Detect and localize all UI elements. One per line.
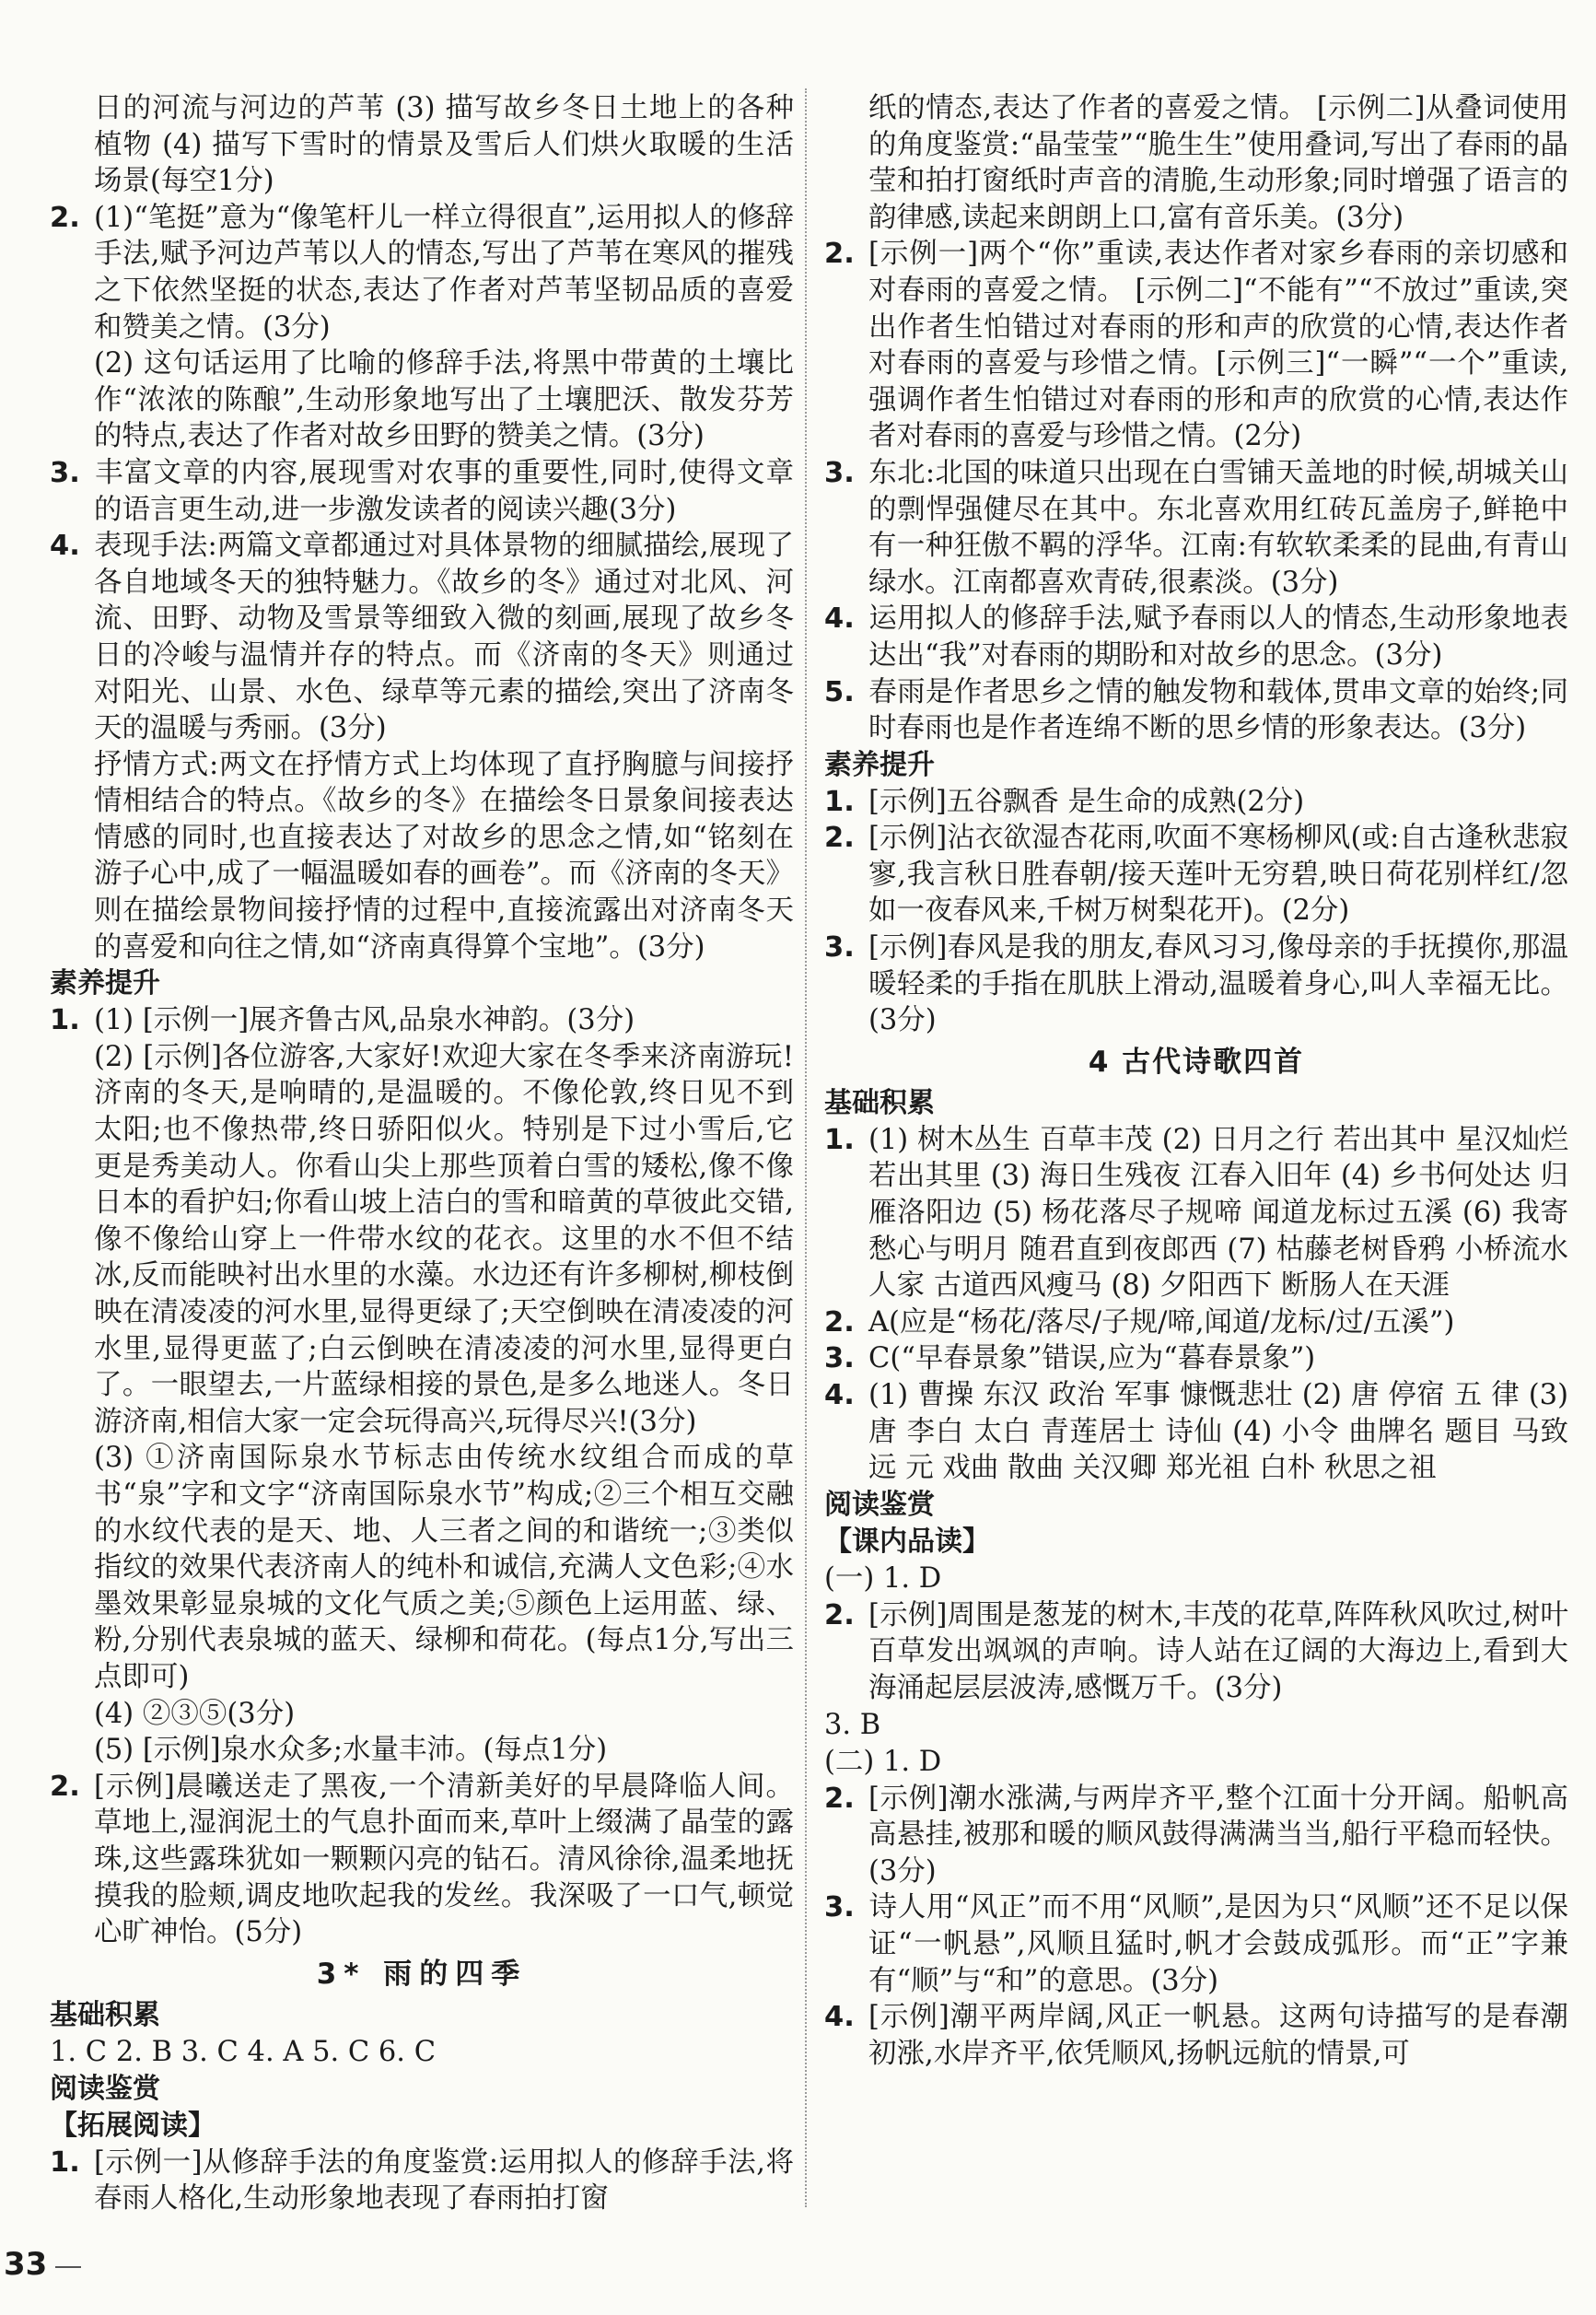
answer-item bbox=[50, 1769, 794, 1951]
answer-text: 诗人用“风正”而不用“风顺”,是因为只“风顺”还不足以保证“一帆悬”,风顺且猛时,帆才会鼓成弧形。而“正”字兼有“顺”与“和”的意思。(3分) bbox=[868, 1891, 1568, 1997]
section-heading: 阅读鉴赏 bbox=[50, 2072, 160, 2105]
section-heading: 阅读鉴赏 bbox=[824, 1488, 935, 1521]
answer-item bbox=[824, 1122, 1568, 1304]
item-number: 3. bbox=[824, 931, 855, 965]
item-number: 4. bbox=[824, 1379, 855, 1411]
answer-text: (3) ①济南国际泉水节标志由传统水纹组合而成的草书“泉”字和文字“济南国际泉水节”构成;②三个相互交融的水纹代表的是天、地、人三者之间的和谐统一;③类似指纹的效果代表济南人的纯朴和诚信,充满人文色彩;④水墨效果彰显泉城的文化气质之美;⑤颜色上运用蓝、绿、粉,分别代表泉城的蓝天、绿柳和荷花。(每点1分,写出三点即可) bbox=[94, 1442, 794, 1693]
section-heading: 基础积累 bbox=[50, 1998, 160, 2031]
section-heading: 基础积累 bbox=[824, 1086, 935, 1119]
answer-text: C(“早春景象”错误,应为“暮春景象”) bbox=[868, 1342, 1316, 1375]
answer-item bbox=[824, 1304, 1568, 1341]
answer-item bbox=[50, 2145, 794, 2217]
answer-item bbox=[824, 930, 1568, 1039]
answer-text: (二) 1. D bbox=[824, 1745, 942, 1778]
answer-text: (2) [示例]各位游客,大家好!欢迎大家在冬季来济南游玩!济南的冬天,是响晴的,是温暖的。不像伦敦,终日见不到太阳;也不像热带,终日骄阳似火。特别是下过小雪后,它更是秀美动人。你看山尖上那些顶着白雪的矮松,像不像日本的看护妇;你看山坡上洁白的雪和暗黄的草彼此交错,像不像给山穿上一件带水纹的花衣。这里的水不但不结冰,反而能映衬出水里的水藻。水边还有许多柳树,柳枝倒映在清凌凌的河水里,显得更绿了;天空倒映在清凌凌的河水里,显得更蓝了;白云倒映在清凌凌的河水里,显得更白了。一眼望去,一片蓝绿相接的景色,是多么地迷人。冬日游济南,相信大家一定会玩得高兴,玩得尽兴!(3分) bbox=[94, 1040, 794, 1438]
item-number: 2. bbox=[50, 1770, 80, 1803]
item-number: 1. bbox=[824, 1123, 855, 1156]
answer-text: A(应是“杨花/落尽/子规/啼,闻道/龙标/过/五溪”) bbox=[868, 1305, 1455, 1339]
item-number: 1. bbox=[824, 785, 855, 818]
column-divider bbox=[805, 88, 807, 2207]
item-number: 2. bbox=[824, 1305, 855, 1339]
subsection-heading: 【拓展阅读】 bbox=[50, 2109, 216, 2142]
answer-item bbox=[824, 784, 1568, 821]
answer-item bbox=[824, 601, 1568, 673]
answer-text: (2) 这句话运用了比喻的修辞手法,将黑中带黄的土壤比作“浓浓的陈酿”,生动形象地写出了土壤肥沃、散发芬芳的特点,表达了作者对故乡田野的赞美之情。(3分) bbox=[94, 347, 794, 453]
answer-text: 表现手法:两篇文章都通过对具体景物的细腻描绘,展现了各自地域冬天的独特魅力。《故乡的冬》通过对北风、河流、田野、动物及雪景等细致入微的刻画,展现了故乡冬日的冷峻与温情并存的特点。而《济南的冬天》则通过对阳光、山景、水色、绿草等元素的描绘,突出了济南冬天的温暖与秀丽。(3分) bbox=[94, 530, 794, 745]
left-column bbox=[50, 90, 794, 2217]
lesson-title: 4 古代诗歌四首 bbox=[1088, 1045, 1305, 1079]
answer-text: (1) 曹操 东汉 政治 军事 慷慨悲壮 (2) 唐 停宿 五 律 (3) 唐 李白 太白 青莲居士 诗仙 (4) 小令 曲牌名 题目 马致远 元 戏曲 散曲 关汉卿 郑光祖 白朴 秋思之祖 bbox=[868, 1379, 1568, 1485]
answer-item bbox=[824, 236, 1568, 455]
answer-text: [示例]春风是我的朋友,春风习习,像母亲的手抚摸你,那温暖轻柔的手指在肌肤上滑动,温暖着身心,叫人幸福无比。(3分) bbox=[868, 931, 1568, 1037]
answer-item bbox=[824, 1999, 1568, 2072]
answer-text: (1)“笔挺”意为“像笔杆儿一样立得很直”,运用拟人的修辞手法,赋予河边芦苇以人的情态,写出了芦苇在寒风的摧残之下依然坚挺的状态,表达了作者对芦苇坚韧品质的喜爱和赞美之情。(3分) bbox=[94, 201, 794, 344]
answer-text: (1) 树木丛生 百草丰茂 (2) 日月之行 若出其中 星汉灿烂 若出其里 (3) 海日生残夜 江春入旧年 (4) 乡书何处达 归雁洛阳边 (5) 杨花落尽子规啼 闻道龙标过五溪 (6) 我寄愁心与明月 随君直到夜郎西 (7) 枯藤老树昏鸦 小桥流水人家 古道西风瘦马 (8) 夕阳西下 断肠人在天涯 bbox=[868, 1123, 1568, 1303]
item-number: 2. bbox=[824, 238, 855, 271]
answer-item bbox=[824, 820, 1568, 930]
answer-item bbox=[824, 1340, 1568, 1377]
item-number: 3. bbox=[824, 1891, 855, 1924]
answer-text: [示例]晨曦送走了黑夜,一个清新美好的早晨降临人间。草地上,湿润泥土的气息扑面而来,草叶上缀满了晶莹的露珠,这些露珠犹如一颗颗闪亮的钻石。清风徐徐,温柔地抚摸我的脸颊,调皮地吹起我的发丝。我深吸了一口气,顿觉心旷神怡。(5分) bbox=[94, 1770, 794, 1949]
item-number: 3. bbox=[50, 456, 80, 489]
answer-item bbox=[824, 1597, 1568, 1707]
item-number: 1. bbox=[50, 1004, 80, 1037]
answer-item bbox=[50, 1002, 794, 1039]
answer-text: (1) [示例一]展齐鲁古风,品泉水神韵。(3分) bbox=[94, 1004, 635, 1037]
subsection-heading: 【课内品读】 bbox=[824, 1525, 990, 1558]
answer-text: [示例一]从修辞手法的角度鉴赏:运用拟人的修辞手法,将春雨人格化,生动形象地表现了春雨拍打窗 bbox=[94, 2145, 794, 2216]
page-number: 33 bbox=[4, 2246, 48, 2283]
item-number: 2. bbox=[50, 201, 80, 234]
answer-text: [示例]潮平两岸阔,风正一帆悬。这两句诗描写的是春潮初涨,水岸齐平,依凭顺风,扬帆远航的情景,可 bbox=[868, 2001, 1568, 2070]
answer-item bbox=[50, 455, 794, 528]
answer-item bbox=[824, 1781, 1568, 1890]
item-number: 5. bbox=[824, 675, 855, 708]
answer-item bbox=[824, 455, 1568, 601]
answer-item bbox=[824, 674, 1568, 747]
answer-text: [示例]沾衣欲湿杏花雨,吹面不寒杨柳风(或:自古逢秋悲寂寥,我言秋日胜春朝/接天莲叶无穷碧,映日荷花别样红/忽如一夜春风来,千树万树梨花开)。(2分) bbox=[868, 822, 1568, 928]
answer-text: 抒情方式:两文在抒情方式上均体现了直抒胸臆与间接抒情相结合的特点。《故乡的冬》在描绘冬日景象间接表达情感的同时,也直接表达了对故乡的思念之情,如“铭刻在游子心中,成了一幅温暖如春的画卷”。而《济南的冬天》则在描绘景物间接抒情的过程中,直接流露出对济南冬天的喜爱和向往之情,如“济南真得算个宝地”。(3分) bbox=[94, 748, 794, 964]
answer-text: 纸的情态,表达了作者的喜爱之情。 [示例二]从叠词使用的角度鉴赏:“晶莹莹”“脆生生”使用叠词,写出了春雨的晶莹和拍打窗纸时声音的清脆,生动形象;同时增强了语言的韵律感,读起来朗朗上口,富有音乐美。(3分) bbox=[868, 92, 1568, 234]
item-number: 3. bbox=[824, 1342, 855, 1375]
answer-text: (5) [示例]泉水众多;水量丰沛。(每点1分) bbox=[94, 1734, 608, 1767]
answer-text: [示例]周围是葱茏的树木,丰茂的花草,阵阵秋风吹过,树叶百草发出飒飒的声响。诗人站在辽阔的大海边上,看到大海涌起层层波涛,感慨万千。(3分) bbox=[868, 1598, 1568, 1704]
answer-item bbox=[50, 200, 794, 345]
answer-text: [示例一]两个“你”重读,表达作者对家乡春雨的亲切感和对春雨的喜爱之情。 [示例二]“不能有”“不放过”重读,突出作者生怕错过对春雨的形和声的欣赏的心情,表达作者对春雨的喜爱与珍惜之情。[示例三]“一瞬”“一个”重读,强调作者生怕错过对春雨的形和声的欣赏的心情,表达作者对春雨的喜爱与珍惜之情。(2分) bbox=[868, 238, 1568, 453]
answer-text: (一) 1. D bbox=[824, 1561, 942, 1595]
item-number: 1. bbox=[50, 2145, 80, 2179]
item-number: 4. bbox=[824, 602, 855, 636]
answer-text: [示例]五谷飘香 是生命的成熟(2分) bbox=[868, 785, 1305, 818]
section-heading: 素养提升 bbox=[824, 748, 935, 781]
item-number: 4. bbox=[824, 2001, 855, 2034]
answer-item bbox=[50, 528, 794, 747]
item-number: 4. bbox=[50, 530, 80, 563]
item-number: 2. bbox=[824, 822, 855, 855]
page-number-rule bbox=[55, 2266, 81, 2268]
lesson-title: 3* 雨的四季 bbox=[316, 1957, 528, 1991]
answer-text: (4) ②③⑤(3分) bbox=[94, 1697, 296, 1730]
answer-text: 东北:北国的味道只出现在白雪铺天盖地的时候,胡城关山的剽悍强健尽在其中。东北喜欢用红砖瓦盖房子,鲜艳中有一种狂傲不羁的浮华。江南:有软软柔柔的昆曲,有青山绿水。江南都喜欢青砖,很素淡。(3分) bbox=[868, 456, 1568, 599]
section-heading: 素养提升 bbox=[50, 967, 160, 1000]
item-number: 2. bbox=[824, 1598, 855, 1631]
answer-text: 丰富文章的内容,展现雪对农事的重要性,同时,使得文章的语言更生动,进一步激发读者的阅读兴趣(3分) bbox=[94, 456, 794, 526]
answer-item bbox=[824, 1889, 1568, 1999]
answer-item bbox=[824, 1377, 1568, 1487]
item-number: 3. bbox=[824, 456, 855, 489]
right-column bbox=[824, 90, 1568, 2072]
answer-text: 春雨是作者思乡之情的触发物和载体,贯串文章的始终;同时春雨也是作者连绵不断的思乡情的形象表达。(3分) bbox=[868, 675, 1568, 745]
answer-text: 1. C 2. B 3. C 4. A 5. C 6. C bbox=[50, 2035, 437, 2068]
answer-text: [示例]潮水涨满,与两岸齐平,整个江面十分开阔。船帆高高悬挂,被那和暖的顺风鼓得满满当当,船行平稳而轻快。(3分) bbox=[868, 1782, 1568, 1888]
item-number: 2. bbox=[824, 1782, 855, 1815]
answer-text: 3. B bbox=[824, 1708, 881, 1741]
answer-text: 日的河流与河边的芦苇 (3) 描写故乡冬日土地上的各种植物 (4) 描写下雪时的情景及雪后人们烘火取暖的生活场景(每空1分) bbox=[94, 92, 794, 198]
answer-text: 运用拟人的修辞手法,赋予春雨以人的情态,生动形象地表达出“我”对春雨的期盼和对故乡的思念。(3分) bbox=[868, 602, 1568, 672]
